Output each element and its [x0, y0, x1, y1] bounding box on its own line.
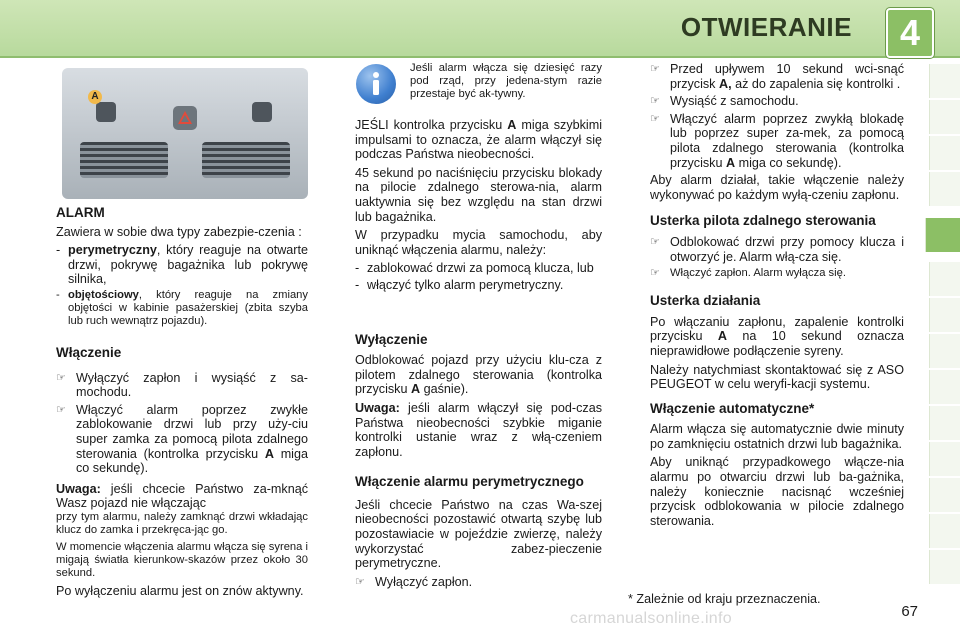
right-auto-text-2: Aby uniknąć przypadkowego włącze-nia alarmu po otwarciu drzwi lub ba-gażnika, należy koniecznie nacisnąć wcześniej przycisk odblokowania w pilocie zdalnego sterowania.: [650, 455, 904, 528]
list-item: [355, 575, 602, 590]
chapter-number-tab[interactable]: 4: [886, 8, 934, 58]
side-tab-2[interactable]: [929, 100, 960, 134]
info-icon: [356, 64, 396, 104]
middle-p3: W przypadku mycia samochodu, aby uniknąć włączenia alarmu, należy:: [355, 228, 602, 257]
section-title-remote-fault: Usterka pilota zdalnego sterowania: [650, 213, 876, 229]
side-tab-3[interactable]: [929, 136, 960, 170]
right-column: [650, 62, 904, 532]
on-item-2-end: miga co sekundę).: [76, 446, 308, 476]
type2-rest: , który reaguje na zmiany objętości w kabinie pasażerskiej (zbita szyba lub ruch wewnątrz pojazdu).: [68, 288, 308, 327]
list-item: [56, 403, 308, 476]
pointer-icon: ☞: [650, 63, 660, 75]
hazard-triangle-icon: [177, 110, 193, 126]
section-title-wlaczenie: Włączenie: [56, 344, 122, 360]
side-tab-13[interactable]: [929, 514, 960, 548]
dashboard-photo: [62, 68, 308, 199]
right-auto-text-1: Alarm włącza się automatycznie dwie minuty po zamknięciu ostatnich drzwi lub bagażnika.: [650, 422, 904, 451]
type1-bold: perymetryczny: [68, 243, 157, 258]
pointer-icon: ☞: [650, 267, 660, 280]
list-item: ☞ Włączyć zapłon. Alarm wyłącza się.: [650, 267, 846, 280]
section-title-alarm: ALARM: [56, 205, 105, 220]
on-item-2-key: A: [264, 446, 274, 461]
alarm-type-perimeter: - perymetryczny, który reaguje na otwarte drzwi, pokrywę bagażnika lub pokrywę silnika,: [56, 243, 308, 287]
page-number: 67: [901, 603, 918, 620]
uwaga-text: jeśli chcecie Państwo za-mknąć Wasz pojazd nie włączając: [56, 481, 308, 511]
section-title-perimeter: Włączenie alarmu perymetrycznego: [355, 474, 584, 490]
pointer-icon: ☞: [650, 112, 660, 125]
middle-uwaga: Uwaga: jeśli alarm włączył się pod-czas Państwa nieobecności szybkie miganie kontrolki ustanie wraz z włą-czeniem zapłonu.: [355, 400, 602, 459]
section-title-automatic: Włączenie automatyczne*: [650, 400, 815, 416]
type2-bold: objętościowy: [68, 288, 139, 301]
left-air-vent: [80, 142, 168, 178]
middle-off-text: Odblokować pojazd przy użyciu klu-cza z pilotem zdalnego sterowania (kontrolka przycisku A gaśnie).: [355, 353, 602, 397]
pointer-icon: ☞: [355, 575, 365, 588]
left-column: [56, 206, 308, 603]
per-item: Wyłączyć zapłon.: [375, 574, 473, 589]
footnote: * Zależnie od kraju przeznaczenia.: [628, 592, 821, 606]
uwaga-label: Uwaga:: [56, 481, 101, 496]
section-title-wylaczenie: Wyłączenie: [355, 331, 428, 347]
button-a-label: A: [88, 90, 102, 104]
door-lock-button: [252, 102, 272, 122]
right-aby-text: Aby alarm działał, takie włączenie należy wykonywać po każdym wyłą-czeniu zapłonu.: [650, 173, 904, 202]
side-tab-10[interactable]: [929, 406, 960, 440]
section-title-malfunction: Usterka działania: [650, 293, 761, 309]
side-tab-1[interactable]: [929, 64, 960, 98]
type1-rest: , który reaguje na otwarte drzwi, pokrywę bagażnika lub pokrywę silnika,: [68, 243, 308, 287]
page-title: OTWIERANIE: [680, 12, 852, 42]
side-tab-6[interactable]: [929, 262, 960, 296]
list-item: ☞ Wysiąść z samochodu.: [650, 94, 799, 109]
left-uwaga-small: przy tym alarmu, należy zamknąć drzwi wkładając klucz do zamka i przekręca-jąc go.: [56, 510, 308, 536]
watermark: carmanualsonline.info: [570, 610, 732, 627]
on-item-2-text: Włączyć alarm poprzez zwykłe zablokowanie drzwi lub przy uży-ciu super zamka za pomocą pilota zdalnego sterowania (kontrolka przycisku: [76, 402, 308, 461]
wash-option-1: - zablokować drzwi za pomocą klucza, lub: [355, 261, 594, 276]
on-item-1: Wyłączyć zapłon i wysiąść z sa-mochodu.: [76, 370, 308, 400]
info-note: Jeśli alarm włącza się dziesięć razy pod rząd, przy jedena-stym razie przestaje być ak-tywny.: [410, 62, 602, 100]
middle-column: [355, 118, 602, 592]
left-moment-text: W momencie włączenia alarmu włącza się syrena i migają światła kierunkow-skazów przez około 30 sekund.: [56, 540, 308, 579]
hazard-button: [173, 106, 197, 130]
middle-p2: 45 sekund po naciśnięciu przycisku blokady na pilocie zdalnego sterowa-nia, alarm uaktywnia się bez względu na stan drzwi lub bagażnika.: [355, 165, 602, 224]
alarm-type-volumetric: - objętościowy, który reaguje na zmiany objętości w kabinie pasażerskiej (zbita szyba lub ruch wewnątrz pojazdu).: [56, 288, 308, 327]
side-tab-8[interactable]: [929, 334, 960, 368]
list-item: ☞ Włączyć alarm poprzez zwykłą blokadę lub poprzez super za-mek, za pomocą pilota zdalnego sterowania (kontrolka przycisku A miga co sekundę).: [650, 111, 904, 170]
right-malfunction-text: Po włączaniu zapłonu, zapalenie kontrolki przycisku A na 10 sekund oznacza nieprawidłowe podłączenie syreny.: [650, 314, 904, 358]
list-item: [56, 371, 308, 400]
right-air-vent: [202, 142, 290, 178]
side-tab-7[interactable]: [929, 298, 960, 332]
middle-per-text: Jeśli chcecie Państwo na czas Wa-szej nieobecności pozostawić otwartą szybę lub pozostawiacie w pojeździe zwierzę, należy wykorzystać zabez-pieczenie perymetryczne.: [355, 497, 602, 571]
alarm-intro: Zawiera w sobie dwa typy zabezpie-czenia :: [56, 224, 302, 239]
pointer-icon: ☞: [56, 371, 66, 384]
side-tab-14[interactable]: [929, 550, 960, 584]
side-tab-4[interactable]: [929, 172, 960, 206]
pointer-icon: ☞: [650, 95, 660, 108]
left-after-text: Po wyłączeniu alarmu jest on znów aktywny.: [56, 583, 304, 598]
alarm-button-a: [96, 102, 116, 122]
middle-p1: JEŚLI kontrolka przycisku A miga szybkimi impulsami to oznacza, że alarm włączył się podczas Państwa nieobecności.: [355, 118, 602, 162]
side-tab-12[interactable]: [929, 478, 960, 512]
wash-option-2: - włączyć tylko alarm perymetryczny.: [355, 277, 564, 292]
left-uwaga: [56, 482, 308, 511]
pointer-icon: ☞: [650, 235, 660, 248]
side-tab-11[interactable]: [929, 442, 960, 476]
list-item: ☞ Przed upływem 10 sekund wci-snąć przycisk A, aż do zapalenia się kontrolki .: [650, 62, 904, 91]
side-tab-current[interactable]: [925, 218, 960, 252]
pointer-icon: ☞: [56, 403, 66, 416]
side-tab-9[interactable]: [929, 370, 960, 404]
list-item: ☞ Odblokować drzwi przy pomocy klucza i otworzyć je. Alarm włą-cza się.: [650, 234, 904, 264]
right-contact-text: Należy natychmiast skontaktować się z ASO PEUGEOT w celu weryfi-kacji systemu.: [650, 362, 904, 392]
